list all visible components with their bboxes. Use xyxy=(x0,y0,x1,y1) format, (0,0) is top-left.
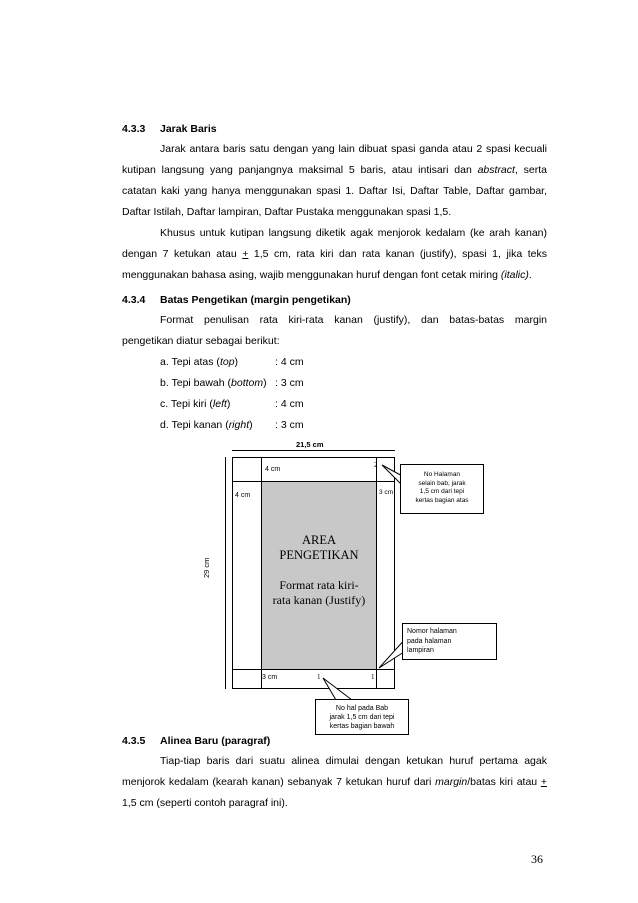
left-margin-label: 4 cm xyxy=(235,492,251,499)
callout-appendix-page-number: Nomor halaman pada halaman lampiran xyxy=(402,623,497,660)
top-margin-label: 4 cm xyxy=(265,466,281,473)
section-title: Jarak Baris xyxy=(160,123,217,135)
paragraph-line: pengetikan diatur sebagai berikut: xyxy=(122,335,280,347)
paragraph-line: Format penulisan rata kiri-rata kanan (justify), dan batas-batas margin xyxy=(160,314,547,326)
paragraph-line: 1,5 cm (seperti contoh paragraf ini). xyxy=(122,797,288,809)
list-item-value: : 3 cm xyxy=(275,377,304,389)
area-subtitle: Format rata kiri- rata kanan (Justify) xyxy=(272,578,366,607)
height-label: 29 cm xyxy=(202,557,211,578)
section-number: 4.3.3 xyxy=(122,123,146,135)
callout-chapter-page-number: No hal pada Bab jarak 1,5 cm dari tepi kertas bagian bawah xyxy=(315,699,409,735)
list-item: d. Tepi kanan (right) xyxy=(160,419,253,431)
paragraph-line: catatan kaki yang hanya menggunakan spasi 1. Daftar Isi, Daftar Table, Daftar gambar, xyxy=(122,185,547,197)
paragraph-line: menjorok kedalam (kearah kanan) sebanyak 7 ketukan huruf dari margin/batas kiri atau + xyxy=(122,776,548,788)
section-title: Batas Pengetikan (margin pengetikan) xyxy=(160,294,351,306)
page-number-bottom-marker: 1 xyxy=(317,673,321,681)
paragraph-line: menggunakan bahasa asing, wajib menggunakan huruf dengan font cetak miring (italic). xyxy=(122,269,532,281)
paragraph-line: Jarak antara baris satu dengan yang lain dibuat spasi ganda atau 2 spasi kecuali xyxy=(160,143,547,155)
paragraph-line: Khusus untuk kutipan langsung diketik agak menjorok kedalam (ke arah kanan) xyxy=(160,227,547,239)
paragraph-line: Tiap-tiap baris dari suatu alinea dimulai dengan ketukan huruf pertama agak xyxy=(160,755,547,767)
list-item: a. Tepi atas (top) xyxy=(160,356,239,368)
right-margin-label: 3 cm xyxy=(379,489,394,496)
list-item: c. Tepi kiri (left) xyxy=(160,398,231,410)
list-item-value: : 3 cm xyxy=(275,419,304,431)
bottom-margin-label: 3 cm xyxy=(262,674,278,681)
page-number: 36 xyxy=(531,852,543,866)
section-number: 4.3.4 xyxy=(122,294,146,306)
list-item-value: : 4 cm xyxy=(275,398,304,410)
paragraph-line: Daftar Istilah, Daftar lampiran, Daftar Pustaka menggunakan spasi 1,5. xyxy=(122,206,452,218)
list-item-value: : 4 cm xyxy=(275,356,304,368)
section-number: 4.3.5 xyxy=(122,735,146,747)
area-title: AREA PENGETIKAN xyxy=(279,533,359,562)
callout-top-page-number: No Halaman selain bab, jarak 1,5 cm dari tepi kertas bagian atas xyxy=(400,464,484,514)
paragraph-line: dengan 7 ketukan atau + 1,5 cm, rata kiri dan rata kanan (justify), spasi 1, jika teks xyxy=(122,248,547,260)
page-number-top-marker: 2 xyxy=(374,461,378,469)
paragraph-line: kutipan langsung yang panjangnya maksimal 5 baris, atau intisari dan abstract, serta xyxy=(122,164,548,176)
page-number-bottom-right-marker: 1 xyxy=(371,673,375,681)
list-item: b. Tepi bawah (bottom) xyxy=(160,377,267,389)
width-label: 21,5 cm xyxy=(296,440,324,449)
section-title: Alinea Baru (paragraf) xyxy=(160,735,271,747)
